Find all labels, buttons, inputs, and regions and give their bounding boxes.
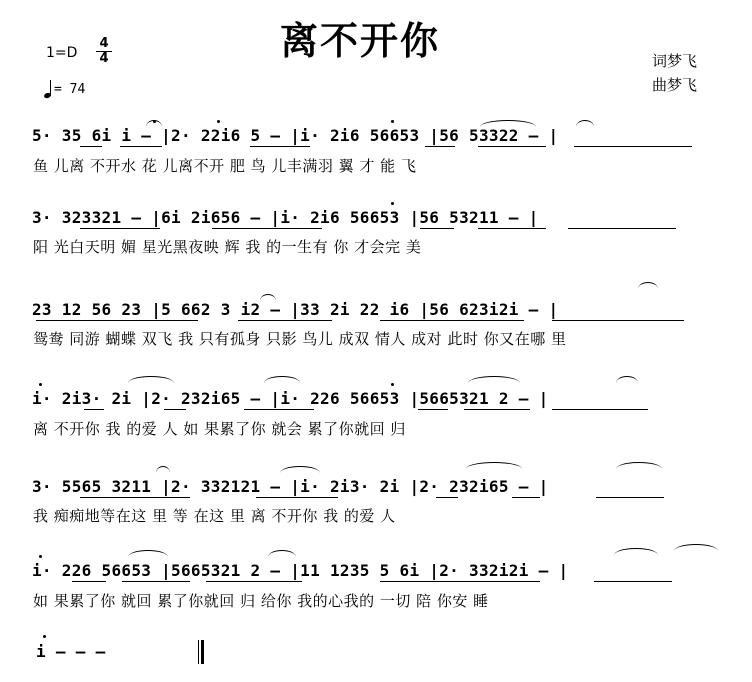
- notation-row-1: 5· 35 6i i – |2· 22i6 5 – |i· 2i6 56653 |56 53322 – |: [32, 126, 559, 145]
- octave-dot: [391, 383, 394, 386]
- notation-row-5: 3· 5565 3211 |2· 332121 – |i· 2i3· 2i |2· 232i65 – |: [32, 477, 549, 496]
- quarter-note-icon: [44, 78, 54, 98]
- octave-dot: [391, 120, 394, 123]
- beam: [212, 228, 322, 229]
- slur: [128, 376, 174, 383]
- octave-dot: [39, 383, 42, 386]
- beam: [380, 320, 524, 321]
- lyrics-row-2: 阳 光白天明 媚 星光黑夜映 辉 我 的一生有 你 才会完 美: [33, 238, 422, 256]
- time-denominator: 4: [99, 51, 109, 66]
- beam: [552, 409, 648, 410]
- beam: [122, 581, 190, 582]
- lyrics-row-4: 离 不开你 我 的爱 人 如 果累了你 就会 累了你就回 归: [33, 420, 406, 438]
- slur: [674, 544, 718, 551]
- beam: [256, 497, 338, 498]
- slur: [614, 548, 658, 555]
- slur: [260, 294, 276, 301]
- slur: [268, 550, 296, 557]
- beam: [596, 497, 664, 498]
- beam: [420, 228, 454, 229]
- notation-row-6: i· 226 56653 |5665321 2 – |11 1235 5 6i |2· 332i2i – |: [32, 561, 569, 580]
- beam: [478, 146, 546, 147]
- final-barline: [198, 640, 204, 664]
- beam: [418, 409, 448, 410]
- beam: [84, 409, 104, 410]
- slur: [156, 466, 170, 473]
- beam: [568, 228, 676, 229]
- octave-dot: [217, 120, 220, 123]
- beam: [512, 497, 540, 498]
- beam: [80, 228, 160, 229]
- time-signature: [96, 38, 112, 65]
- notation-row-final: i – – –: [36, 642, 106, 661]
- beam: [464, 409, 530, 410]
- notation-row-2: 3· 323321 – |6i 2i656 – |i· 2i6 56653 |56 53211 – |: [32, 208, 539, 227]
- beam: [574, 146, 692, 147]
- song-title: 离不开你: [280, 19, 441, 63]
- slur: [638, 282, 658, 289]
- beam: [436, 497, 458, 498]
- beam: [594, 581, 672, 582]
- beam: [425, 146, 455, 147]
- notation-row-3: 23 12 56 23 |5 662 3 i2 – |33 2i 22 i6 |56 623i2i – |: [32, 300, 559, 319]
- lyrics-row-6: 如 果累了你 就回 累了你就回 归 给你 我的心我的 一切 陪 你安 睡: [33, 592, 489, 610]
- beam: [380, 581, 540, 582]
- slur: [466, 462, 522, 469]
- slur: [576, 120, 594, 127]
- slur: [480, 120, 536, 127]
- lyrics-row-1: 鱼 儿离 不开水 花 儿离不开 肥 鸟 儿丰满羽 翼 才 能 飞: [33, 157, 417, 175]
- beam: [238, 320, 332, 321]
- notation-row-4: i· 2i3· 2i |2· 232i65 – |i· 226 56653 |5665321 2 – |: [32, 389, 549, 408]
- composer-credit: 曲梦飞: [652, 76, 698, 94]
- beam: [164, 409, 186, 410]
- slur: [280, 466, 320, 473]
- key-signature: 1=D: [46, 45, 78, 61]
- lyrics-row-5: 我 痴痴地等在这 里 等 在这 里 离 不开你 我 的爱 人: [33, 507, 396, 525]
- slur: [616, 462, 662, 469]
- slur: [264, 376, 300, 383]
- beam: [72, 581, 106, 582]
- beam: [244, 409, 314, 410]
- tempo-value: = 74: [54, 82, 86, 97]
- beam: [36, 320, 198, 321]
- beam: [250, 146, 310, 147]
- beam: [80, 146, 102, 147]
- beam: [120, 146, 162, 147]
- octave-dot: [153, 120, 156, 123]
- lyrics-row-3: 鸳鸯 同游 蝴蝶 双飞 我 只有孤身 只影 鸟儿 成双 情人 成对 此时 你又在哪 里: [33, 330, 567, 348]
- time-numerator: 4: [99, 36, 109, 51]
- octave-dot: [39, 555, 42, 558]
- slur: [128, 550, 168, 557]
- beam: [206, 581, 302, 582]
- beam: [478, 228, 546, 229]
- slur: [468, 376, 520, 383]
- beam: [80, 497, 190, 498]
- lyricist-credit: 词梦飞: [652, 52, 698, 70]
- tempo-marking: [44, 78, 85, 98]
- octave-dot: [43, 635, 46, 638]
- slur: [616, 376, 638, 383]
- beam: [552, 320, 684, 321]
- octave-dot: [391, 202, 394, 205]
